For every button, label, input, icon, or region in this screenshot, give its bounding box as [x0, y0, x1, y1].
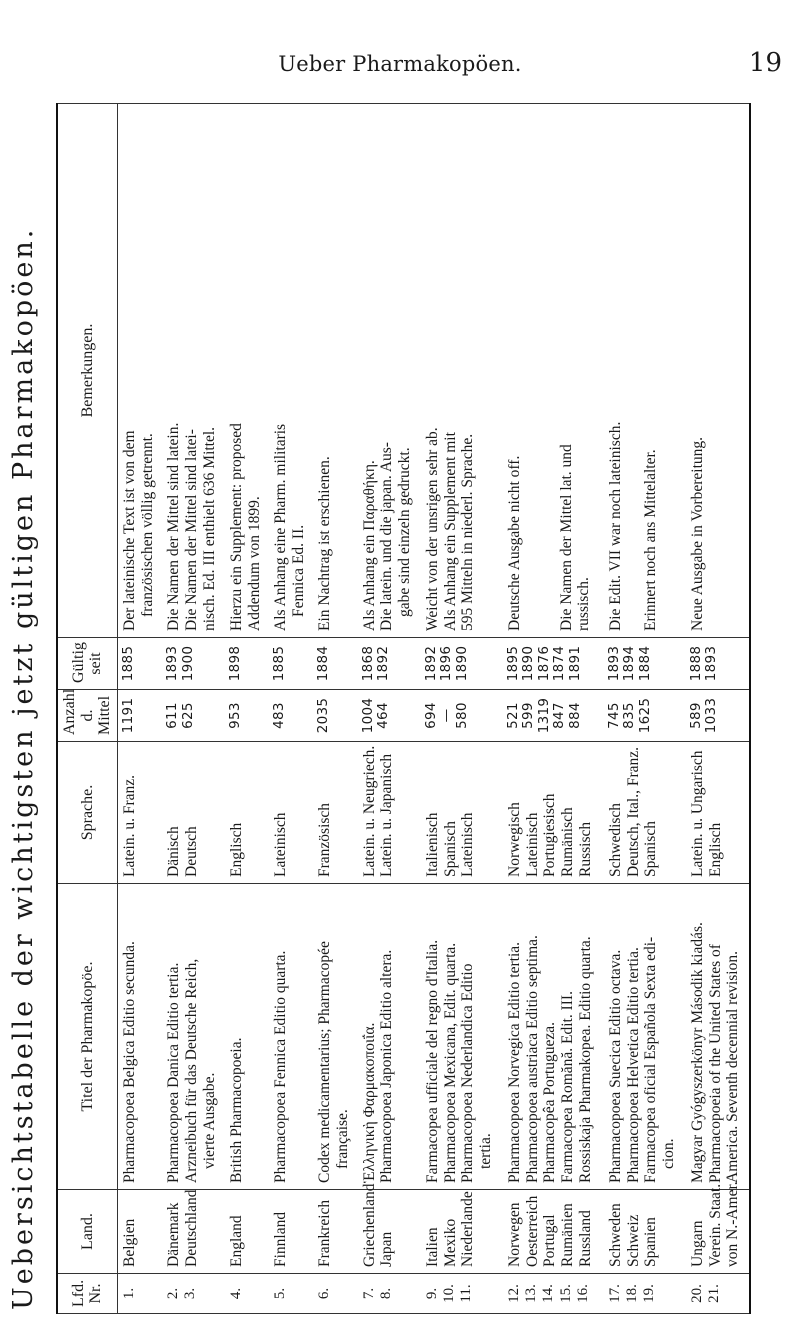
cell-land	[358, 1183, 421, 1274]
cell-nr	[117, 1274, 162, 1314]
cell-line: Belgien	[120, 1218, 138, 1267]
cell-line: Magyar Gyógyszerkönyr Második kiadás.	[688, 922, 706, 1183]
cell-line: Spanien	[642, 1217, 660, 1267]
cell-anzahl	[686, 690, 750, 742]
cell-line: tertia.	[477, 1133, 495, 1169]
cell-line: Dänemark	[165, 1202, 182, 1267]
cell-line	[625, 110, 642, 631]
cell-line: 1890	[453, 645, 470, 682]
table-row	[117, 104, 162, 1314]
cell-line: 589	[687, 702, 704, 729]
cell-sprache	[162, 742, 225, 884]
cell-anzahl	[503, 690, 604, 742]
cell-line: Als Anhang ein Παραθήκη.	[360, 460, 378, 631]
cell-line: Verein. Staat.	[706, 1183, 724, 1267]
cell-line: cion.	[660, 1138, 678, 1169]
cell-line: Ἑλληνικὴ Φαρμακοποιΐα.	[360, 1022, 378, 1183]
cell-line: 1876	[535, 645, 552, 682]
cell-line: 1892	[375, 645, 392, 682]
cell-line: 1868	[359, 645, 376, 682]
cell-line: 1900	[179, 645, 196, 682]
cell-nr	[421, 1274, 503, 1314]
cell-line: Latein. u. Neugriech.	[360, 745, 378, 877]
cell-seit	[686, 638, 750, 690]
cell-line: Schweiz	[624, 1214, 642, 1267]
cell-seit	[604, 638, 686, 690]
cell-bemerkungen	[421, 104, 503, 638]
cell-line: Deutsche Ausgabe nicht off.	[505, 455, 523, 631]
cell-line: Pharmacopoea Suecica Editio octava.	[606, 949, 624, 1183]
cell-line: 1895	[504, 645, 521, 682]
pharmacopoeia-overview-table	[56, 103, 751, 1314]
table-row	[313, 104, 357, 1314]
cell-sprache	[117, 742, 162, 884]
cell-land	[686, 1181, 750, 1274]
cell-line: 847	[551, 702, 568, 729]
cell-line: Spanisch	[441, 821, 459, 877]
cell-line: 1891	[566, 645, 583, 682]
cell-line: Portugiesisch	[541, 793, 559, 877]
cell-land	[162, 1190, 225, 1274]
table-row	[421, 104, 503, 1314]
cell-line: Russland	[577, 1210, 595, 1267]
cell-line: 1191	[119, 697, 136, 734]
cell-line: —	[438, 708, 455, 723]
cell-sprache	[686, 742, 750, 884]
table-row	[162, 104, 225, 1314]
cell-line: nisch. Ed. III enthielt 636 Mittel.	[200, 426, 218, 631]
header-titel: Titel der Pharmakopöe.	[57, 884, 117, 1190]
cell-line: Portugal	[541, 1214, 559, 1267]
cell-titel	[421, 884, 503, 1190]
cell-line: Die latein. und die japan. Aus-	[378, 442, 396, 631]
cell-line: Norwegisch	[505, 802, 523, 877]
cell-line: 835	[621, 702, 638, 729]
cell-line: Mexiko	[441, 1218, 459, 1267]
cell-bemerkungen	[162, 104, 225, 638]
cell-line: 611	[164, 702, 180, 729]
cell-line: 694	[422, 702, 439, 729]
cell-line: Als Anhang ein Supplement mit	[441, 432, 459, 631]
cell-line: 1893	[164, 645, 180, 682]
cell-line: Pharmacopoea Norvegica Editio tertia.	[505, 941, 523, 1183]
cell-line	[524, 110, 541, 631]
cell-line: 10.	[441, 1284, 458, 1303]
cell-anzahl	[604, 690, 686, 742]
rotated-table-page	[0, 94, 800, 1324]
table-row	[686, 104, 750, 1314]
cell-seit	[117, 638, 162, 690]
cell-line: Japan	[378, 1231, 396, 1267]
cell-line: Farmacopea oficial Española Sexta edi-	[642, 936, 660, 1183]
cell-line: Englisch	[228, 822, 246, 877]
cell-line: Erinnert noch ans Mittelalter.	[641, 449, 659, 631]
cell-line: 17.	[606, 1284, 623, 1303]
cell-nr	[269, 1274, 313, 1314]
cell-sprache	[269, 742, 313, 884]
cell-line: Farmacopea ufficiale del regno d'Italia.	[423, 939, 441, 1183]
cell-line: Pharmacopoea Mexicana, Edit. quarta.	[441, 942, 459, 1183]
cell-land	[421, 1190, 503, 1274]
cell-line: Latein. u. Franz.	[120, 774, 138, 877]
cell-line: Dänisch	[165, 826, 182, 877]
cell-line: Hierzu ein Supplement: proposed	[228, 423, 246, 631]
cell-seit	[269, 638, 313, 690]
cell-titel	[162, 884, 225, 1190]
cell-line: Deutsch	[182, 826, 200, 877]
cell-land	[117, 1190, 162, 1274]
cell-line: 1885	[271, 645, 288, 682]
cell-line: Griechenland	[360, 1183, 378, 1267]
cell-sprache	[421, 742, 503, 884]
cell-bemerkungen	[269, 104, 313, 638]
table-header-row	[57, 104, 117, 1314]
cell-sprache	[225, 742, 269, 884]
cell-titel	[686, 884, 750, 1190]
cell-land	[225, 1190, 269, 1274]
cell-bemerkungen	[358, 104, 421, 638]
cell-seit	[162, 638, 225, 690]
cell-line: Italienisch	[423, 812, 441, 877]
cell-anzahl	[162, 690, 225, 742]
cell-line: Schweden	[606, 1203, 624, 1267]
cell-line: Oesterreich	[523, 1195, 541, 1267]
table-row	[604, 104, 686, 1314]
cell-bemerkungen	[117, 104, 162, 638]
cell-line: Italien	[423, 1227, 441, 1267]
cell-line: Als Anhang eine Pharm. militaris	[272, 423, 290, 631]
cell-line: Die Edit. VII war noch lateinisch.	[606, 421, 624, 631]
cell-anzahl	[117, 690, 162, 742]
cell-titel	[358, 884, 421, 1190]
table-row	[503, 104, 604, 1314]
page-number: 19	[748, 48, 782, 78]
cell-line: Norwegen	[505, 1202, 523, 1267]
cell-titel	[313, 884, 357, 1190]
header-sprache: Sprache.	[57, 742, 117, 884]
cell-seit	[225, 638, 269, 690]
cell-line: Rossiskaja Pharmakopea. Editio quarta.	[577, 936, 595, 1183]
cell-nr	[604, 1274, 686, 1314]
cell-line: 6.	[316, 1287, 333, 1300]
cell-line: 21.	[706, 1284, 722, 1303]
cell-line: Pharmacopoea austriaca Editio septima.	[523, 935, 541, 1183]
cell-line: 14.	[540, 1284, 557, 1303]
cell-titel	[225, 884, 269, 1190]
cell-line: 599	[520, 702, 537, 729]
cell-line: 1885	[119, 645, 136, 682]
cell-line: gabe sind einzeln gedruckt.	[396, 447, 414, 617]
cell-line: Pharmacopêa Portugueza.	[541, 1022, 559, 1183]
cell-line: Farmacopea Romănă. Edit. III.	[559, 991, 577, 1183]
cell-line: Ein Nachtrag ist erschienen.	[316, 456, 334, 631]
cell-line: 3.	[182, 1287, 199, 1300]
cell-line: 953	[227, 702, 244, 729]
cell-line: Lateinisch	[523, 812, 541, 877]
cell-land	[313, 1190, 357, 1274]
cell-line: Pharmacopoea Belgica Editio secunda.	[120, 941, 138, 1183]
cell-line: 1625	[636, 697, 653, 734]
cell-line: 580	[453, 702, 470, 729]
cell-line: Englisch	[706, 822, 724, 877]
cell-line: 1.	[120, 1287, 137, 1300]
cell-line: 1894	[621, 645, 638, 682]
cell-anzahl	[421, 690, 503, 742]
cell-line: Lateinisch	[272, 812, 290, 877]
cell-line: 13.	[523, 1284, 540, 1303]
page-header-title: Ueber Pharmakopöen.	[278, 52, 522, 76]
cell-line: Lateinisch	[459, 812, 477, 877]
cell-sprache	[358, 742, 421, 884]
cell-nr	[225, 1274, 269, 1314]
cell-anzahl	[269, 690, 313, 742]
cell-line: Pharmacopoea Danica Editio tertia.	[165, 962, 182, 1183]
cell-line: 1888	[687, 645, 704, 682]
cell-line: Pharmacopoea Nederlandica Editio	[459, 963, 477, 1183]
cell-seit	[358, 638, 421, 690]
cell-line: 1884	[636, 645, 653, 682]
cell-line: 4.	[228, 1287, 245, 1300]
cell-line: 11.	[458, 1284, 475, 1303]
cell-land	[604, 1190, 686, 1274]
cell-line: Latein. u. Ungarisch	[688, 750, 706, 877]
cell-line: 464	[375, 702, 392, 729]
cell-line: British Pharmacopoeia.	[228, 1037, 246, 1183]
cell-seit	[313, 638, 357, 690]
header-nr: Lfd. Nr.	[57, 1274, 117, 1314]
cell-line: 1884	[315, 645, 332, 682]
cell-line: 1319	[535, 697, 552, 734]
cell-bemerkungen	[225, 104, 269, 638]
cell-nr	[503, 1274, 604, 1314]
cell-line: 1892	[422, 645, 439, 682]
cell-line: Neue Ausgabe in Vorbereitung.	[688, 437, 706, 631]
cell-line	[541, 110, 558, 631]
cell-anzahl	[313, 690, 357, 742]
cell-bemerkungen	[604, 104, 686, 638]
cell-line: Französisch	[316, 802, 334, 877]
cell-line: 1890	[520, 645, 537, 682]
cell-titel	[503, 884, 604, 1190]
cell-line: 521	[504, 702, 521, 729]
table-row	[225, 104, 269, 1314]
cell-line: Finnland	[272, 1211, 290, 1267]
cell-line: Der lateinische Text ist von dem	[120, 430, 138, 631]
cell-line: Die Namen der Mittel sind latein.	[165, 422, 182, 631]
cell-titel	[117, 884, 162, 1190]
cell-line: von N.-Amer.	[724, 1181, 742, 1267]
cell-line: America. Seventh decennial revision.	[724, 951, 742, 1183]
cell-nr	[313, 1274, 357, 1314]
cell-seit	[421, 638, 503, 690]
cell-line: Schwedisch	[606, 802, 624, 877]
cell-line: 8.	[377, 1287, 394, 1300]
cell-anzahl	[225, 690, 269, 742]
cell-line: Pharmacopoea Fennica Editio quarta.	[272, 950, 290, 1183]
header-bemerkungen: Bemerkungen.	[57, 104, 117, 638]
cell-line: Pharmacopoea Japonica Editio altera.	[378, 949, 396, 1183]
cell-line: française.	[334, 1109, 352, 1169]
cell-line: vierte Ausgabe.	[200, 1072, 218, 1169]
cell-line: Russisch	[577, 821, 595, 877]
cell-line: Ungarn	[688, 1220, 706, 1267]
cell-line: Rumänien	[559, 1203, 577, 1267]
cell-line: 1893	[703, 645, 720, 682]
cell-line: Deutschland	[182, 1189, 200, 1267]
header-land: Land.	[57, 1190, 117, 1274]
cell-line: Arzneibuch für das Deutsche Reich,	[182, 958, 200, 1183]
table-body	[117, 104, 750, 1314]
cell-line: 2035	[315, 697, 332, 734]
cell-line: 15.	[557, 1284, 574, 1303]
cell-line: 1898	[227, 645, 244, 682]
cell-line: Rumänisch	[559, 807, 577, 877]
cell-line: 745	[605, 702, 622, 729]
cell-nr	[686, 1274, 750, 1314]
cell-line: 483	[271, 702, 288, 729]
cell-line: Fennica Ed. II.	[290, 524, 308, 617]
cell-bemerkungen	[686, 104, 750, 638]
cell-line: Deutsch, Ital., Franz.	[624, 747, 642, 877]
cell-line: 20.	[688, 1284, 705, 1303]
cell-line: 1874	[551, 645, 568, 682]
cell-line: 12.	[505, 1284, 522, 1303]
cell-line: 7.	[360, 1287, 377, 1300]
cell-line: Latein. u. Japanisch	[378, 753, 396, 877]
cell-land	[503, 1190, 604, 1274]
cell-line: England	[228, 1215, 246, 1267]
cell-line: Frankreich	[316, 1199, 334, 1267]
cell-sprache	[503, 742, 604, 884]
header-anzahl: Anzahl d. Mittel	[57, 690, 117, 742]
cell-anzahl	[358, 690, 421, 742]
cell-line: 625	[179, 702, 196, 729]
cell-line: Addendum von 1899.	[245, 496, 263, 631]
cell-line: 5.	[272, 1287, 289, 1300]
cell-line: Pharmacopoeia of the United States of	[706, 944, 724, 1183]
cell-titel	[604, 884, 686, 1190]
cell-line: Codex medicamentarius; Pharmacopée	[316, 941, 334, 1183]
cell-sprache	[604, 742, 686, 884]
cell-line: Die Namen der Mittel sind latei-	[182, 429, 200, 631]
cell-bemerkungen	[503, 104, 604, 638]
table-row	[358, 104, 421, 1314]
cell-seit	[503, 638, 604, 690]
cell-line: 1893	[605, 645, 622, 682]
cell-line: 9.	[423, 1287, 440, 1300]
cell-bemerkungen	[313, 104, 357, 638]
cell-line: Pharmacopoea Helvetica Editio tertia.	[624, 947, 642, 1183]
cell-line: 595 Mitteln in niederl. Sprache.	[459, 433, 477, 631]
cell-sprache	[313, 742, 357, 884]
cell-line: Spanisch	[642, 821, 660, 877]
cell-line: Niederlande	[459, 1191, 477, 1267]
cell-line: 884	[566, 702, 583, 729]
cell-line: 1004	[359, 697, 376, 734]
cell-titel	[269, 884, 313, 1190]
cell-line: Die Namen der Mittel lat. und	[557, 444, 575, 631]
cell-land	[269, 1190, 313, 1274]
header-seit: Gültig seit	[57, 638, 117, 690]
cell-line: 18.	[623, 1284, 640, 1303]
cell-line: 2.	[165, 1287, 181, 1300]
cell-line: 1896	[438, 645, 455, 682]
table-row	[269, 104, 313, 1314]
cell-line: 19.	[641, 1284, 658, 1303]
cell-nr	[162, 1274, 225, 1314]
cell-line: 1033	[703, 697, 720, 734]
cell-line: Weicht von der unsrigen sehr ab.	[423, 427, 441, 631]
cell-line: russisch.	[575, 577, 593, 631]
cell-line: 16.	[574, 1284, 591, 1303]
table-caption: Uebersichtstabelle der wichtigsten jetzt gültigen Pharmakopöen.	[8, 226, 39, 1310]
cell-line: französischen völlig getrennt.	[138, 433, 156, 617]
cell-nr	[358, 1274, 421, 1314]
